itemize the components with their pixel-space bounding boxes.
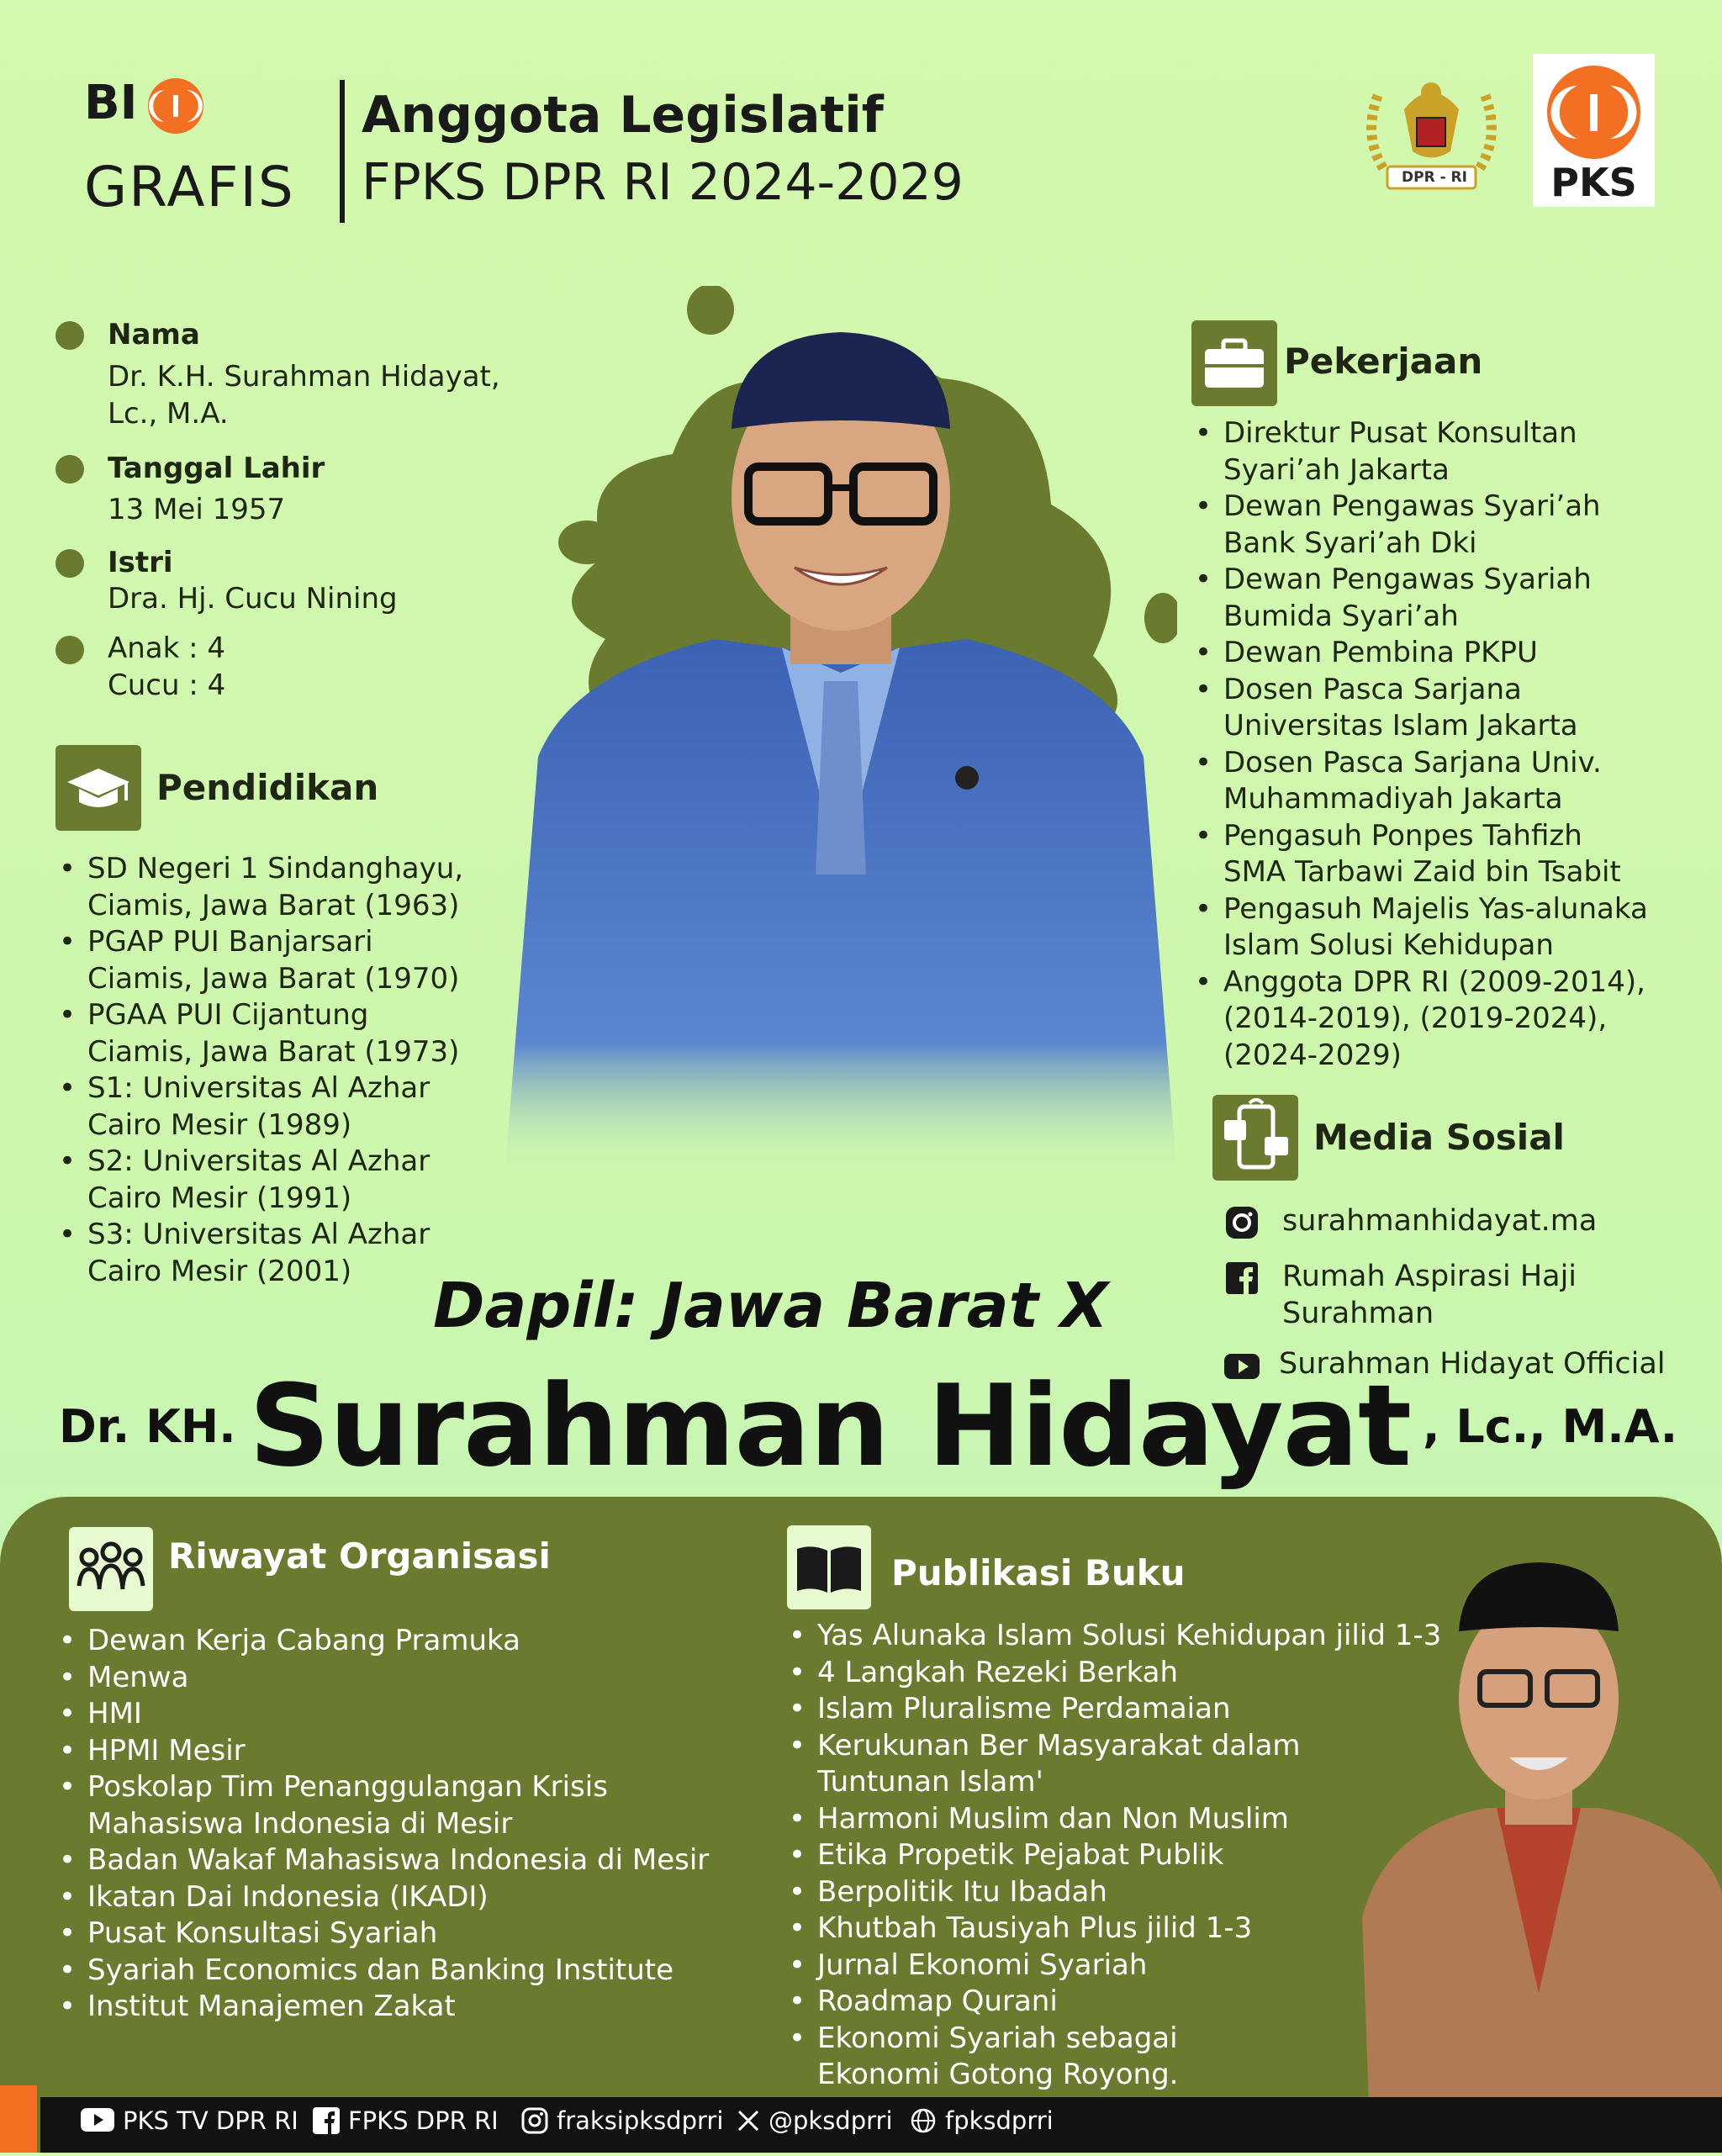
organisasi-item: • Pusat Konsultasi Syariah bbox=[55, 1916, 779, 1953]
pekerjaan-item: • Direktur Pusat Konsultan Syari’ah Jakarta bbox=[1191, 415, 1713, 489]
footer-youtube-text: PKS TV DPR RI bbox=[123, 2106, 298, 2135]
pekerjaan-item: • Pengasuh Majelis Yas-alunaka Islam Solusi Kehidupan bbox=[1191, 891, 1713, 964]
pks-party-logo bbox=[1533, 54, 1655, 207]
publikasi-item: • Islam Pluralisme Perdamaian bbox=[785, 1691, 1508, 1728]
people-group-icon bbox=[69, 1527, 153, 1611]
pekerjaan-list bbox=[1191, 415, 1713, 1074]
bullet-dot bbox=[55, 549, 84, 578]
publikasi-item: • Berpolitik Itu Ibadah bbox=[785, 1874, 1508, 1911]
pekerjaan-title: Pekerjaan bbox=[1284, 341, 1483, 382]
dpr-ri-emblem bbox=[1358, 59, 1505, 206]
pekerjaan-item: • Dosen Pasca Sarjana Univ. Muhammadiyah Jakarta bbox=[1191, 745, 1713, 818]
footer-instagram-text: fraksipksdprri bbox=[557, 2106, 724, 2135]
pendidikan-item: • S3: Universitas Al Azhar Cairo Mesir (2001) bbox=[55, 1217, 493, 1290]
organisasi-item: • HMI bbox=[55, 1696, 779, 1733]
publikasi-item: • 4 Langkah Rezeki Berkah bbox=[785, 1655, 1508, 1692]
organisasi-item: • Poskolap Tim Penanggulangan Krisis Mahasiswa Indonesia di Mesir bbox=[55, 1769, 779, 1842]
pekerjaan-item: • Dosen Pasca Sarjana Universitas Islam Jakarta bbox=[1191, 672, 1713, 745]
bullet-dot bbox=[55, 321, 84, 350]
organisasi-item: • Badan Wakaf Mahasiswa Indonesia di Mesir bbox=[55, 1842, 779, 1879]
footer-instagram[interactable] bbox=[521, 2106, 723, 2135]
logo-grafis-text: GRAFIS bbox=[84, 155, 295, 219]
cucu-value: Cucu : 4 bbox=[108, 668, 226, 702]
bullet-dot bbox=[55, 636, 84, 664]
youtube-channel: Surahman Hidayat Official bbox=[1279, 1347, 1666, 1381]
pendidikan-item: • SD Negeri 1 Sindanghayu, Ciamis, Jawa Barat (1963) bbox=[55, 851, 493, 924]
publikasi-item: • Yas Alunaka Islam Solusi Kehidupan jilid 1-3 bbox=[785, 1618, 1508, 1655]
briefcase-icon bbox=[1191, 320, 1277, 406]
bullet-dot bbox=[55, 455, 84, 484]
publikasi-item: • Roadmap Qurani bbox=[785, 1984, 1508, 2021]
pks-crescent-icon bbox=[148, 78, 203, 134]
footer-x-text: @pksdprri bbox=[769, 2106, 893, 2135]
globe-icon bbox=[910, 2107, 937, 2134]
footer-web-text: fpksdprri bbox=[945, 2106, 1054, 2135]
media-sosial-title: Media Sosial bbox=[1313, 1117, 1565, 1158]
instagram-icon bbox=[1223, 1204, 1260, 1241]
tanggal-lahir-label: Tanggal Lahir bbox=[108, 452, 325, 485]
publikasi-item: • Khutbah Tausiyah Plus jilid 1-3 bbox=[785, 1910, 1508, 1947]
pekerjaan-item: • Dewan Pembina PKPU bbox=[1191, 635, 1713, 672]
pekerjaan-item: • Dewan Pengawas Syari’ah Bank Syari’ah Dki bbox=[1191, 489, 1713, 562]
pendidikan-title: Pendidikan bbox=[156, 767, 379, 808]
dapil-heading: Dapil: Jawa Barat X bbox=[433, 1270, 1108, 1342]
tanggal-lahir-value: 13 Mei 1957 bbox=[108, 493, 286, 526]
organisasi-list bbox=[55, 1623, 779, 2026]
pendidikan-item: • S2: Universitas Al Azhar Cairo Mesir (1991) bbox=[55, 1144, 493, 1217]
organisasi-item: • HPMI Mesir bbox=[55, 1733, 779, 1770]
social-instagram[interactable] bbox=[1223, 1202, 1597, 1241]
pendidikan-list bbox=[55, 851, 493, 1290]
social-facebook[interactable] bbox=[1223, 1258, 1577, 1332]
name-suffix: , Lc., M.A. bbox=[1423, 1400, 1678, 1453]
publikasi-item: • Etika Propetik Pejabat Publik bbox=[785, 1837, 1508, 1874]
organisasi-item: • Dewan Kerja Cabang Pramuka bbox=[55, 1623, 779, 1660]
organisasi-item: • Institut Manajemen Zakat bbox=[55, 1989, 779, 2026]
pks-logo-text: PKS bbox=[1550, 160, 1637, 205]
nama-value: Dr. K.H. Surahman Hidayat, bbox=[108, 360, 500, 394]
istri-value: Dra. Hj. Cucu Nining bbox=[108, 582, 398, 616]
publikasi-item: • Kerukunan Ber Masyarakat dalam Tuntunan Islam' bbox=[785, 1728, 1508, 1801]
facebook-page: Rumah Aspirasi Haji Surahman bbox=[1282, 1260, 1577, 1330]
facebook-icon bbox=[313, 2107, 340, 2134]
header-divider bbox=[340, 80, 345, 223]
open-book-icon bbox=[787, 1525, 871, 1609]
portrait-photo-small bbox=[1362, 1556, 1722, 2153]
footer-accent bbox=[0, 2085, 37, 2153]
pendidikan-item: • S1: Universitas Al Azhar Cairo Mesir (1989) bbox=[55, 1070, 493, 1144]
dpr-emblem-text: DPR - RI bbox=[1402, 169, 1467, 186]
organisasi-title: Riwayat Organisasi bbox=[168, 1535, 551, 1577]
footer-x[interactable] bbox=[737, 2106, 893, 2135]
publikasi-item: • Ekonomi Syariah sebagai Ekonomi Gotong Royong. bbox=[785, 2021, 1508, 2094]
pendidikan-item: • PGAP PUI Banjarsari Ciamis, Jawa Barat (1970) bbox=[55, 924, 493, 997]
x-twitter-icon bbox=[737, 2109, 760, 2132]
name-prefix: Dr. KH. bbox=[59, 1400, 236, 1453]
graduation-cap-icon bbox=[55, 745, 141, 831]
publikasi-title: Publikasi Buku bbox=[891, 1552, 1186, 1593]
instagram-handle: surahmanhidayat.ma bbox=[1282, 1204, 1598, 1238]
facebook-icon bbox=[1223, 1260, 1260, 1297]
nama-label: Nama bbox=[108, 318, 200, 351]
istri-label: Istri bbox=[108, 546, 173, 579]
header-subtitle: FPKS DPR RI 2024-2029 bbox=[362, 153, 964, 212]
footer-facebook[interactable] bbox=[313, 2106, 499, 2135]
pekerjaan-item: • Dewan Pengawas Syariah Bumida Syari’ah bbox=[1191, 562, 1713, 635]
footer-youtube[interactable] bbox=[81, 2106, 298, 2135]
pekerjaan-item: • Anggota DPR RI (2009-2014), (2014-2019), (2019-2024), (2024-2029) bbox=[1191, 964, 1713, 1075]
name-main: Surahman Hidayat bbox=[249, 1361, 1412, 1492]
nama-value-degree: Lc., M.A. bbox=[108, 397, 229, 431]
social-media-phone-icon bbox=[1212, 1095, 1298, 1181]
instagram-icon bbox=[521, 2107, 548, 2134]
header-title: Anggota Legislatif bbox=[362, 86, 884, 145]
youtube-icon bbox=[81, 2108, 114, 2133]
portrait-photo bbox=[504, 286, 1177, 1177]
publikasi-item: • Harmoni Muslim dan Non Muslim bbox=[785, 1801, 1508, 1838]
organisasi-item: • Syariah Economics dan Banking Institute bbox=[55, 1953, 779, 1990]
organisasi-item: • Menwa bbox=[55, 1660, 779, 1697]
publikasi-item: • Jurnal Ekonomi Syariah bbox=[785, 1947, 1508, 1984]
organisasi-item: • Ikatan Dai Indonesia (IKADI) bbox=[55, 1879, 779, 1916]
anak-value: Anak : 4 bbox=[108, 631, 226, 665]
footer-web[interactable] bbox=[910, 2106, 1054, 2135]
footer-facebook-text: FPKS DPR RI bbox=[348, 2106, 499, 2135]
pendidikan-item: • PGAA PUI Cijantung Ciamis, Jawa Barat (1973) bbox=[55, 997, 493, 1070]
pekerjaan-item: • Pengasuh Ponpes Tahfizh SMA Tarbawi Zaid bin Tsabit bbox=[1191, 818, 1713, 891]
pks-crescent-icon bbox=[1547, 66, 1640, 159]
logo-bi-text: BI bbox=[84, 76, 138, 130]
